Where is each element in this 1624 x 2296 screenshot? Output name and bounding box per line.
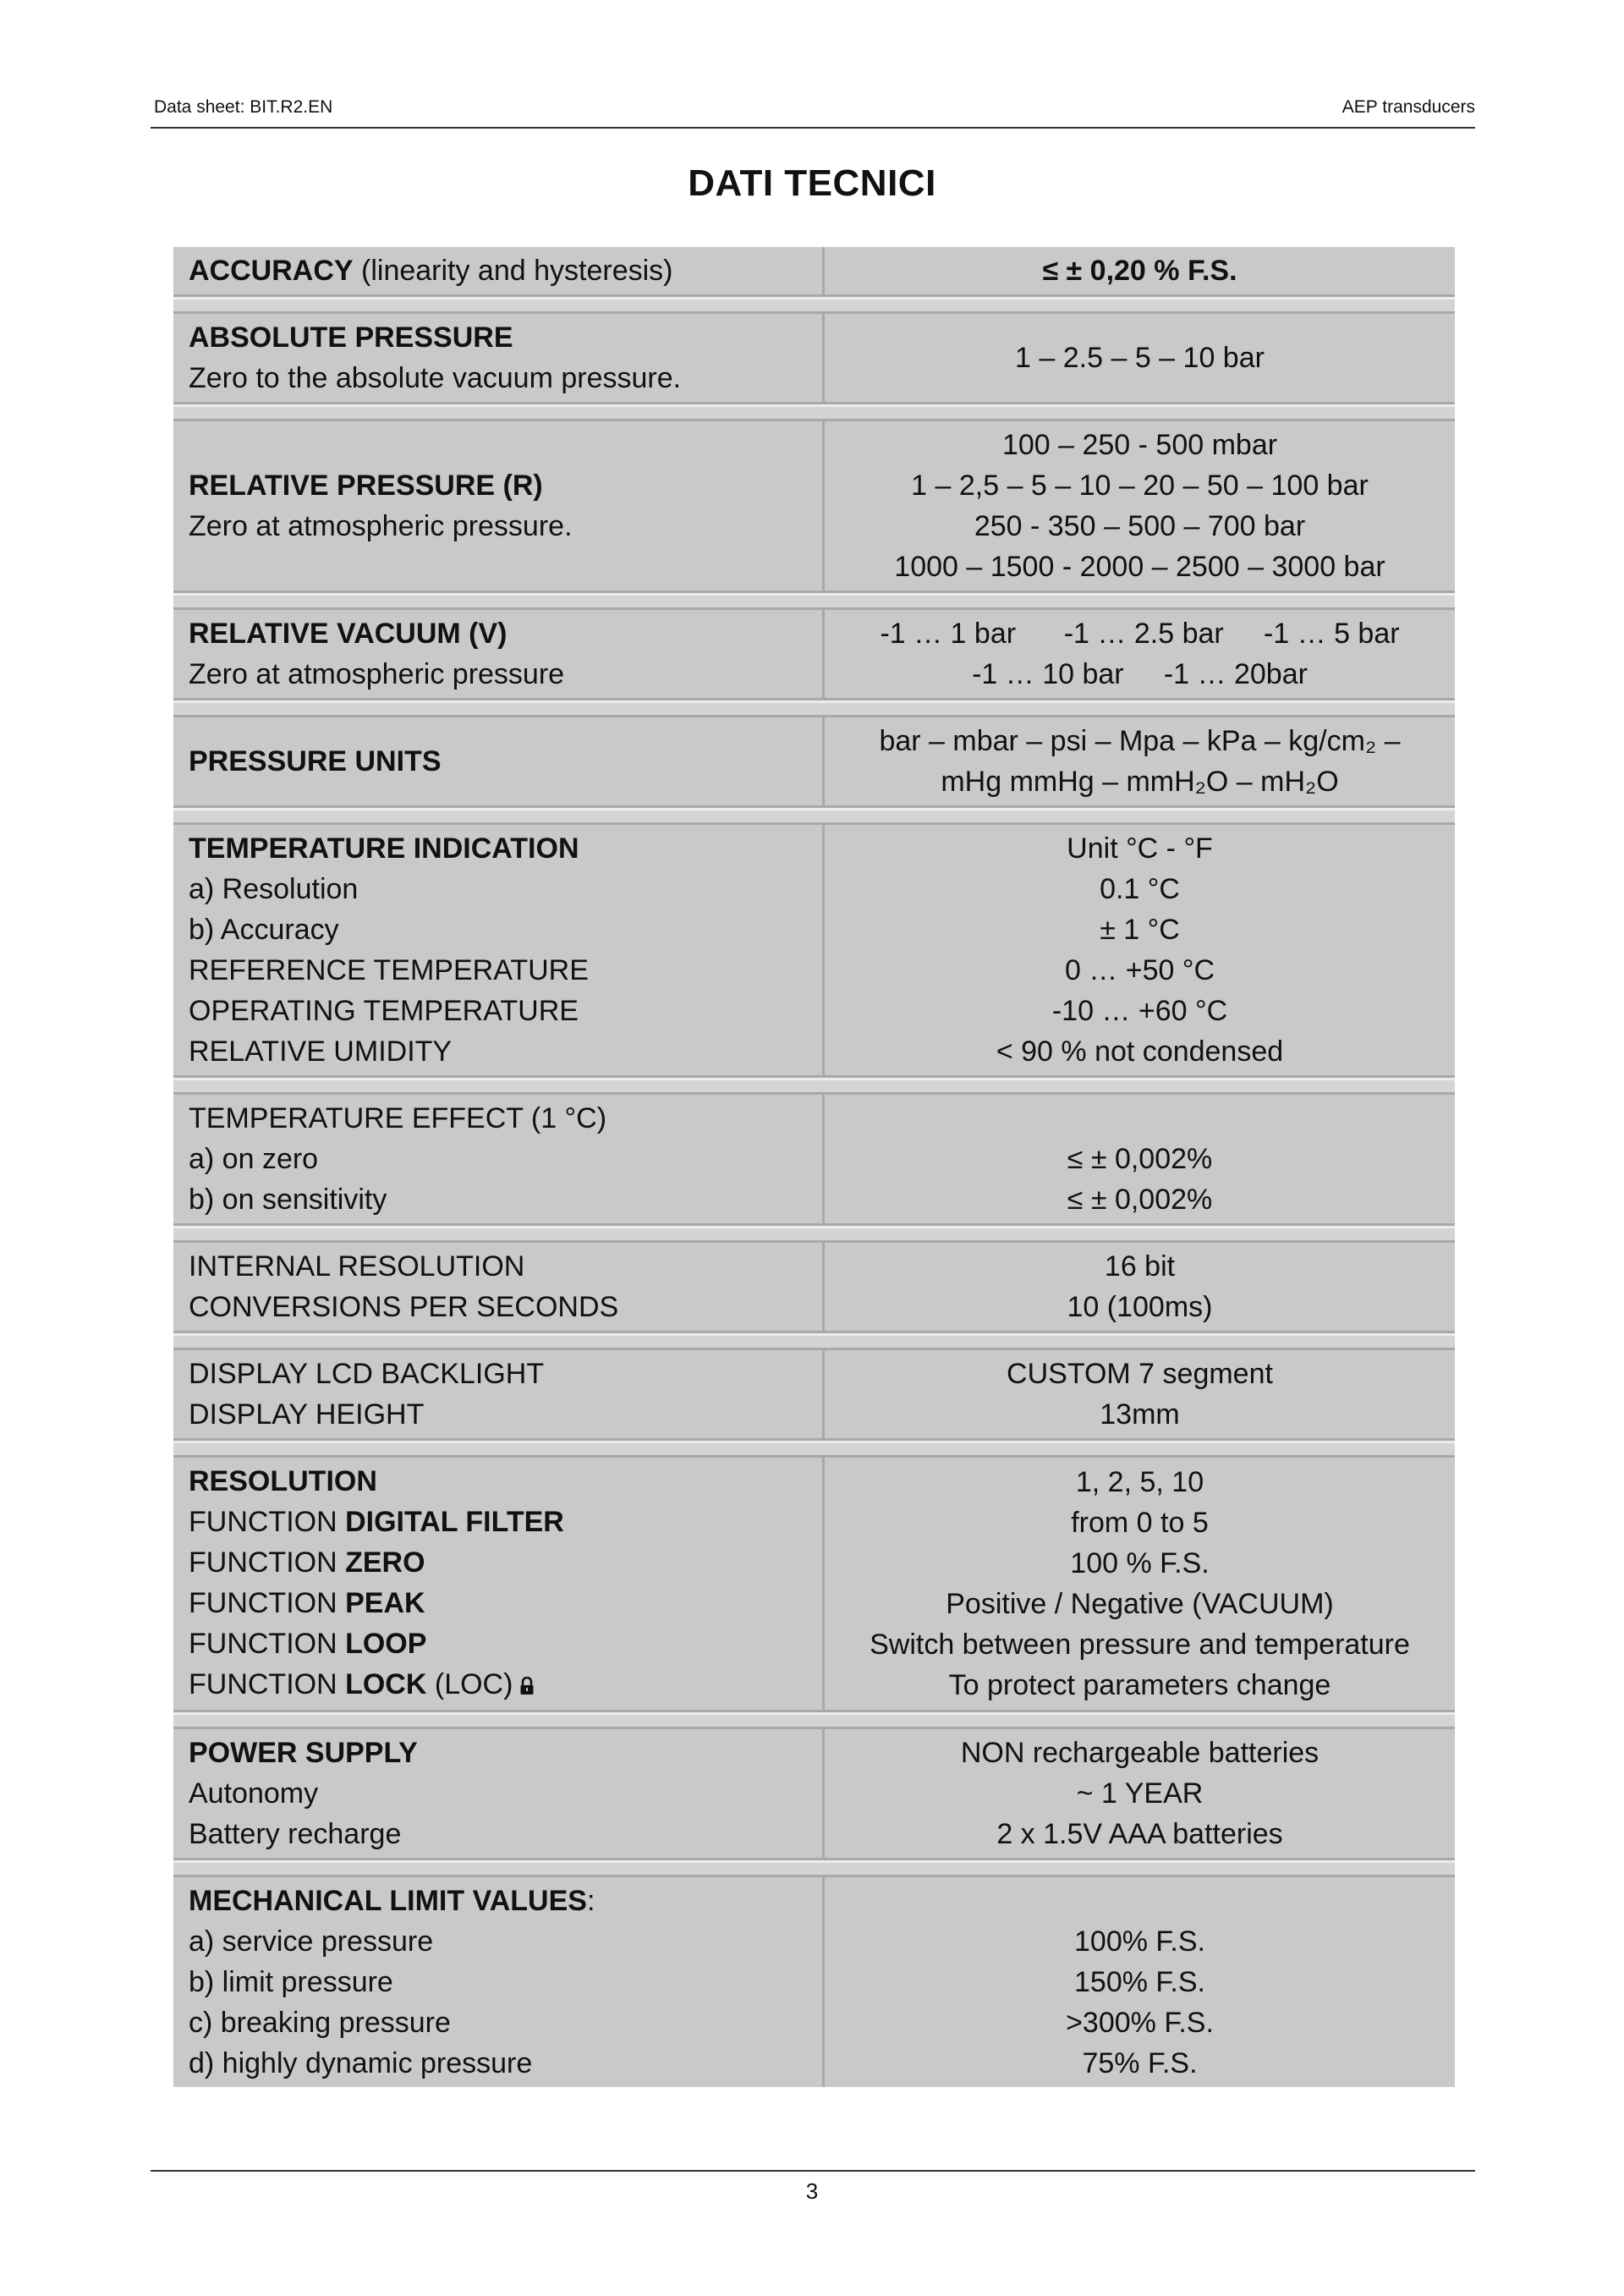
function-digital-filter-label: DIGITAL FILTER: [345, 1506, 564, 1538]
absolute-pressure-desc: Zero to the absolute vacuum pressure.: [189, 362, 682, 394]
temperature-sub-label: REFERENCE TEMPERATURE: [189, 954, 589, 986]
function-prefix: FUNCTION: [189, 1628, 346, 1660]
limit-pressure-value: 150% F.S.: [1074, 1966, 1205, 1999]
autonomy-label: Autonomy: [189, 1777, 319, 1810]
conversions-value: 10 (100ms): [1067, 1291, 1213, 1323]
temp-effect-label: TEMPERATURE EFFECT (1 °C): [189, 1102, 607, 1134]
function-loop-label: LOOP: [345, 1628, 427, 1660]
relative-vacuum-desc: Zero at atmospheric pressure: [189, 658, 565, 690]
row-spacer: [173, 404, 1455, 421]
digital-filter-value: from 0 to 5: [1071, 1507, 1209, 1539]
resolution-label: RESOLUTION: [189, 1465, 377, 1497]
row-spacer: [173, 808, 1455, 825]
row-functions: [173, 1458, 1455, 1712]
temperature-sub-label: OPERATING TEMPERATURE: [189, 995, 579, 1027]
row-spacer: [173, 1333, 1455, 1350]
row-absolute-pressure: [173, 314, 1455, 404]
display-backlight-label: DISPLAY LCD BACKLIGHT: [189, 1358, 545, 1390]
row-accuracy: [173, 247, 1455, 297]
dynamic-pressure-label: d) highly dynamic pressure: [189, 2047, 533, 2080]
page-number: 3: [805, 2178, 819, 2204]
internal-resolution-label: INTERNAL RESOLUTION: [189, 1250, 525, 1283]
accuracy-label-rest: (linearity and hysteresis): [353, 255, 673, 287]
row-spacer: [173, 1078, 1455, 1095]
temperature-value: < 90 % not condensed: [996, 1035, 1284, 1068]
lock-value: To protect parameters change: [948, 1669, 1331, 1701]
row-spacer: [173, 593, 1455, 610]
mechanical-limits-label: MECHANICAL LIMIT VALUES: [189, 1885, 587, 1918]
footer-divider: [151, 2170, 1475, 2172]
relative-pressure-value: 100 – 250 - 500 mbar: [1001, 429, 1278, 461]
function-prefix: FUNCTION: [189, 1668, 346, 1700]
page-title: DATI TECNICI: [688, 162, 936, 204]
display-backlight-value: CUSTOM 7 segment: [1007, 1358, 1273, 1390]
row-display: [173, 1350, 1455, 1441]
power-supply-value: NON rechargeable batteries: [960, 1737, 1320, 1770]
power-supply-label: POWER SUPPLY: [189, 1737, 418, 1770]
breaking-pressure-value: >300% F.S.: [1066, 2007, 1214, 2040]
relative-pressure-value: 1 – 2,5 – 5 – 10 – 20 – 50 – 100 bar: [911, 470, 1369, 502]
row-spacer: [173, 297, 1455, 314]
row-spacer: [173, 1441, 1455, 1458]
row-spacer: [173, 1860, 1455, 1877]
temperature-sub-label: b) Accuracy: [189, 914, 339, 946]
function-lock-rest: (LOC): [426, 1668, 513, 1700]
service-pressure-value: 100% F.S.: [1074, 1925, 1205, 1958]
temperature-label: TEMPERATURE INDICATION: [189, 832, 579, 865]
limit-pressure-label: b) limit pressure: [189, 1966, 393, 1999]
temp-effect-value: ≤ ± 0,002%: [1067, 1184, 1213, 1216]
relative-vacuum-label: RELATIVE VACUUM (V): [189, 618, 508, 650]
relative-vacuum-value: -1 … 10 bar -1 … 20bar: [972, 658, 1308, 690]
function-prefix: FUNCTION: [189, 1546, 346, 1579]
peak-value: Positive / Negative (VACUUM): [946, 1588, 1334, 1620]
conversions-label: CONVERSIONS PER SECONDS: [189, 1291, 619, 1323]
row-relative-vacuum: [173, 610, 1455, 700]
relative-pressure-value: 250 - 350 – 500 – 700 bar: [974, 510, 1306, 542]
accuracy-label: ACCURACY: [189, 255, 354, 287]
mechanical-limits-colon: :: [586, 1885, 595, 1918]
temperature-sub-label: a) Resolution: [189, 873, 359, 905]
battery-recharge-label: Battery recharge: [189, 1818, 402, 1851]
function-prefix: FUNCTION: [189, 1506, 346, 1538]
breaking-pressure-label: c) breaking pressure: [189, 2007, 451, 2040]
loop-value: Switch between pressure and temperature: [870, 1629, 1410, 1661]
temperature-value: 0 … +50 °C: [1064, 954, 1215, 986]
spec-table: [173, 247, 1455, 2087]
row-power-supply: [173, 1729, 1455, 1860]
temperature-value: -10 … +60 °C: [1051, 995, 1228, 1027]
header-company: AEP transducers: [1341, 97, 1475, 117]
service-pressure-label: a) service pressure: [189, 1925, 434, 1958]
row-mechanical-limits: [173, 1877, 1455, 2087]
relative-pressure-label: RELATIVE PRESSURE (R): [189, 470, 543, 502]
row-spacer: [173, 1226, 1455, 1243]
pressure-units-value: mHg mmHg – mmH₂O – mH₂O: [941, 766, 1339, 798]
temperature-value: Unit °C - °F: [1067, 832, 1213, 865]
function-peak-label: PEAK: [345, 1587, 425, 1619]
absolute-pressure-value: 1 – 2.5 – 5 – 10 bar: [1015, 342, 1265, 374]
padlock-icon: [519, 1666, 535, 1706]
pressure-units-value: bar – mbar – psi – Mpa – kPa – kg/cm₂ –: [879, 725, 1401, 757]
relative-vacuum-value: -1 … 1 bar -1 … 2.5 bar -1 … 5 bar: [880, 618, 1400, 650]
dynamic-pressure-value: 75% F.S.: [1082, 2047, 1198, 2080]
row-temperature-effect: [173, 1095, 1455, 1226]
temp-effect-value: ≤ ± 0,002%: [1067, 1143, 1213, 1175]
pressure-units-label: PRESSURE UNITS: [189, 745, 442, 777]
absolute-pressure-label: ABSOLUTE PRESSURE: [189, 321, 513, 354]
header-divider: [151, 127, 1475, 129]
function-lock-label: LOCK: [345, 1668, 427, 1700]
temperature-value: 0.1 °C: [1100, 873, 1180, 905]
zero-value: 100 % F.S.: [1070, 1547, 1210, 1579]
row-pressure-units: [173, 717, 1455, 808]
function-zero-label: ZERO: [345, 1546, 425, 1579]
row-temperature: [173, 825, 1455, 1078]
row-spacer: [173, 700, 1455, 717]
temperature-sub-label: RELATIVE UMIDITY: [189, 1035, 453, 1068]
battery-value: 2 x 1.5V AAA batteries: [996, 1818, 1283, 1851]
temperature-value: ± 1 °C: [1100, 914, 1180, 946]
accuracy-value: ≤ ± 0,20 % F.S.: [1042, 255, 1237, 287]
temp-effect-sub-label: b) on sensitivity: [189, 1184, 387, 1216]
temp-effect-sub-label: a) on zero: [189, 1143, 319, 1175]
display-height-label: DISPLAY HEIGHT: [189, 1398, 425, 1431]
relative-pressure-desc: Zero at atmospheric pressure.: [189, 510, 573, 542]
display-height-value: 13mm: [1100, 1398, 1180, 1431]
row-spacer: [173, 1712, 1455, 1729]
header-doc-id: Data sheet: BIT.R2.EN: [154, 97, 333, 117]
row-relative-pressure: [173, 421, 1455, 593]
resolution-value: 1, 2, 5, 10: [1075, 1466, 1204, 1498]
relative-pressure-value: 1000 – 1500 - 2000 – 2500 – 3000 bar: [894, 551, 1385, 583]
internal-resolution-value: 16 bit: [1104, 1250, 1176, 1283]
function-prefix: FUNCTION: [189, 1587, 346, 1619]
row-internal-resolution: [173, 1243, 1455, 1333]
autonomy-value: ~ 1 YEAR: [1076, 1777, 1204, 1810]
